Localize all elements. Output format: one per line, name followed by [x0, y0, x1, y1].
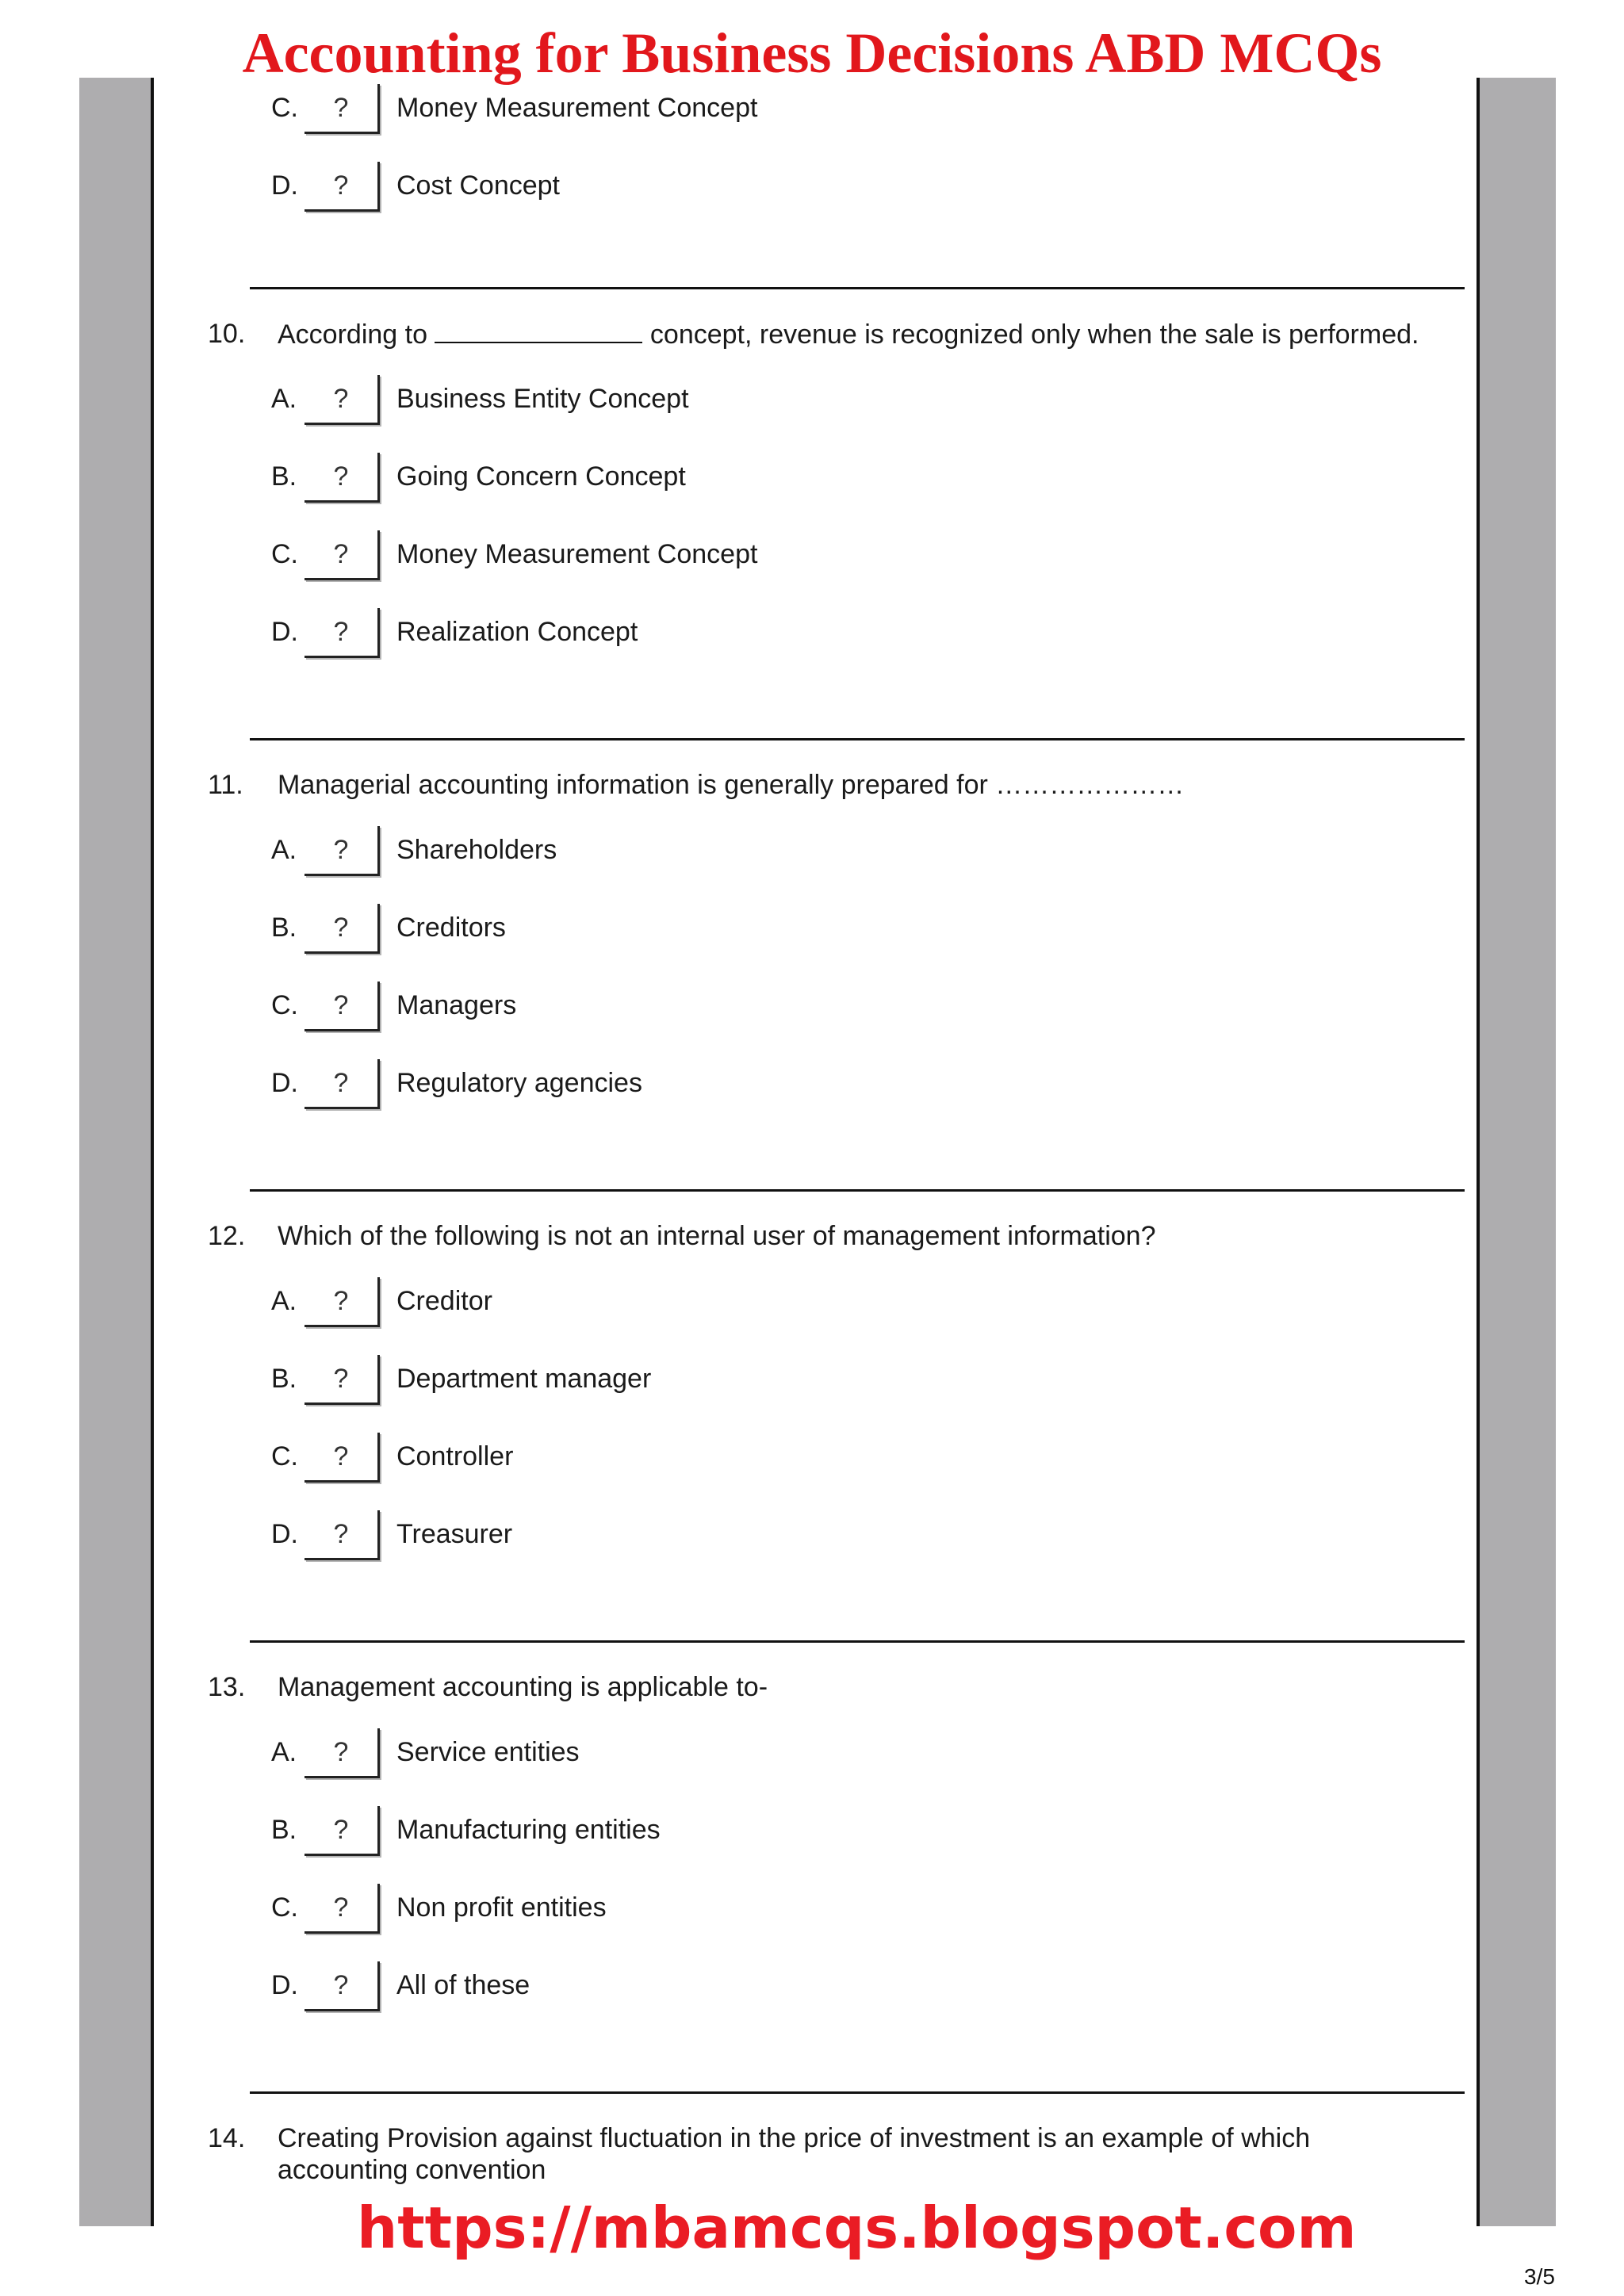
question-13: [208, 1671, 1445, 1743]
option-letter: C.: [271, 1892, 298, 1923]
option-letter: C.: [271, 990, 298, 1020]
answer-box[interactable]: [304, 826, 380, 876]
answer-placeholder: ?: [333, 1970, 349, 2000]
option-letter: B.: [271, 461, 297, 492]
option-text: Non profit entities: [396, 1892, 607, 1923]
option-text: Treasurer: [396, 1519, 513, 1549]
question-text: Which of the following is not an internal user of management information?: [278, 1221, 1156, 1251]
answer-placeholder: ?: [333, 1068, 349, 1098]
option-text: Going Concern Concept: [396, 461, 686, 492]
option-letter: B.: [271, 1815, 297, 1845]
question-text: According to concept, revenue is recognized only when the sale is performed.: [278, 320, 1419, 350]
option-letter: A.: [271, 384, 297, 414]
page-number: 3/5: [1524, 2264, 1555, 2289]
question-number: 12.: [208, 1221, 246, 1251]
answer-box[interactable]: [304, 1884, 380, 1934]
fill-in-blank: [435, 318, 642, 343]
option-letter: C.: [271, 539, 298, 569]
answer-box[interactable]: [304, 453, 380, 503]
option-text: Service entities: [396, 1737, 580, 1767]
answer-placeholder: ?: [333, 990, 349, 1020]
option-text: Business Entity Concept: [396, 384, 689, 414]
answer-box[interactable]: [304, 904, 380, 954]
answer-box[interactable]: [304, 1510, 380, 1560]
answer-placeholder: ?: [333, 461, 349, 492]
option-letter: A.: [271, 1286, 297, 1316]
answer-placeholder: ?: [333, 1519, 349, 1549]
answer-box[interactable]: [304, 162, 380, 212]
option-text: Department manager: [396, 1364, 652, 1394]
question-divider: [250, 1640, 1465, 1643]
option-letter: B.: [271, 1364, 297, 1394]
answer-placeholder: ?: [333, 384, 349, 414]
option-letter: D.: [271, 170, 298, 201]
question-number: 10.: [208, 319, 246, 349]
answer-placeholder: ?: [333, 170, 349, 201]
option-text: Regulatory agencies: [396, 1068, 642, 1098]
option-letter: D.: [271, 617, 298, 647]
question-text: Managerial accounting information is generally prepared for …………………: [278, 770, 1185, 800]
question-divider: [250, 287, 1465, 289]
question-14: [208, 2122, 1445, 2194]
option-text: Creditors: [396, 913, 506, 943]
question-number: 11.: [208, 770, 243, 800]
answer-box[interactable]: [304, 1961, 380, 2011]
question-text: Creating Provision against fluctuation in the price of investment is an example of which accounting convention: [278, 2123, 1311, 2185]
question-divider: [250, 2091, 1465, 2094]
option-text: Money Measurement Concept: [396, 93, 758, 123]
question-number: 14.: [208, 2123, 246, 2153]
option-letter: B.: [271, 913, 297, 943]
footer-url[interactable]: https://mbamcqs.blogspot.com: [357, 2195, 1357, 2261]
option-letter: A.: [271, 1737, 297, 1767]
answer-box[interactable]: [304, 982, 380, 1031]
answer-box[interactable]: [304, 1355, 380, 1405]
answer-box[interactable]: [304, 1059, 380, 1109]
answer-placeholder: ?: [333, 617, 349, 647]
answer-placeholder: ?: [333, 1286, 349, 1316]
answer-box[interactable]: [304, 608, 380, 658]
question-text: Management accounting is applicable to-: [278, 1672, 768, 1702]
answer-box[interactable]: [304, 530, 380, 580]
option-text: Money Measurement Concept: [396, 539, 758, 569]
option-text: Creditor: [396, 1286, 492, 1316]
question-divider: [250, 738, 1465, 740]
option-text: Controller: [396, 1441, 514, 1471]
option-text: Manufacturing entities: [396, 1815, 661, 1845]
option-letter: D.: [271, 1519, 298, 1549]
question-divider: [250, 1189, 1465, 1192]
page-title: Accounting for Business Decisions ABD MCQs: [242, 21, 1382, 85]
answer-placeholder: ?: [333, 1364, 349, 1394]
answer-box[interactable]: [304, 1728, 380, 1778]
question-number: 13.: [208, 1672, 246, 1702]
answer-placeholder: ?: [333, 539, 349, 569]
answer-placeholder: ?: [333, 1815, 349, 1845]
answer-placeholder: ?: [333, 1441, 349, 1471]
answer-placeholder: ?: [333, 913, 349, 943]
answer-box[interactable]: [304, 375, 380, 425]
option-text: Cost Concept: [396, 170, 560, 201]
answer-box[interactable]: [304, 1433, 380, 1483]
option-text: Managers: [396, 990, 517, 1020]
option-letter: C.: [271, 93, 298, 123]
answer-box[interactable]: [304, 1806, 380, 1856]
answer-box[interactable]: [304, 84, 380, 134]
answer-placeholder: ?: [333, 835, 349, 865]
question-12: [208, 1220, 1445, 1292]
option-letter: C.: [271, 1441, 298, 1471]
answer-placeholder: ?: [333, 93, 349, 123]
option-text: All of these: [396, 1970, 530, 2000]
answer-placeholder: ?: [333, 1892, 349, 1923]
option-text: Realization Concept: [396, 617, 638, 647]
question-11: [208, 769, 1445, 840]
option-letter: A.: [271, 835, 297, 865]
question-10: [208, 318, 1445, 389]
option-text: Shareholders: [396, 835, 557, 865]
answer-box[interactable]: [304, 1277, 380, 1327]
option-letter: D.: [271, 1970, 298, 2000]
option-letter: D.: [271, 1068, 298, 1098]
answer-placeholder: ?: [333, 1737, 349, 1767]
